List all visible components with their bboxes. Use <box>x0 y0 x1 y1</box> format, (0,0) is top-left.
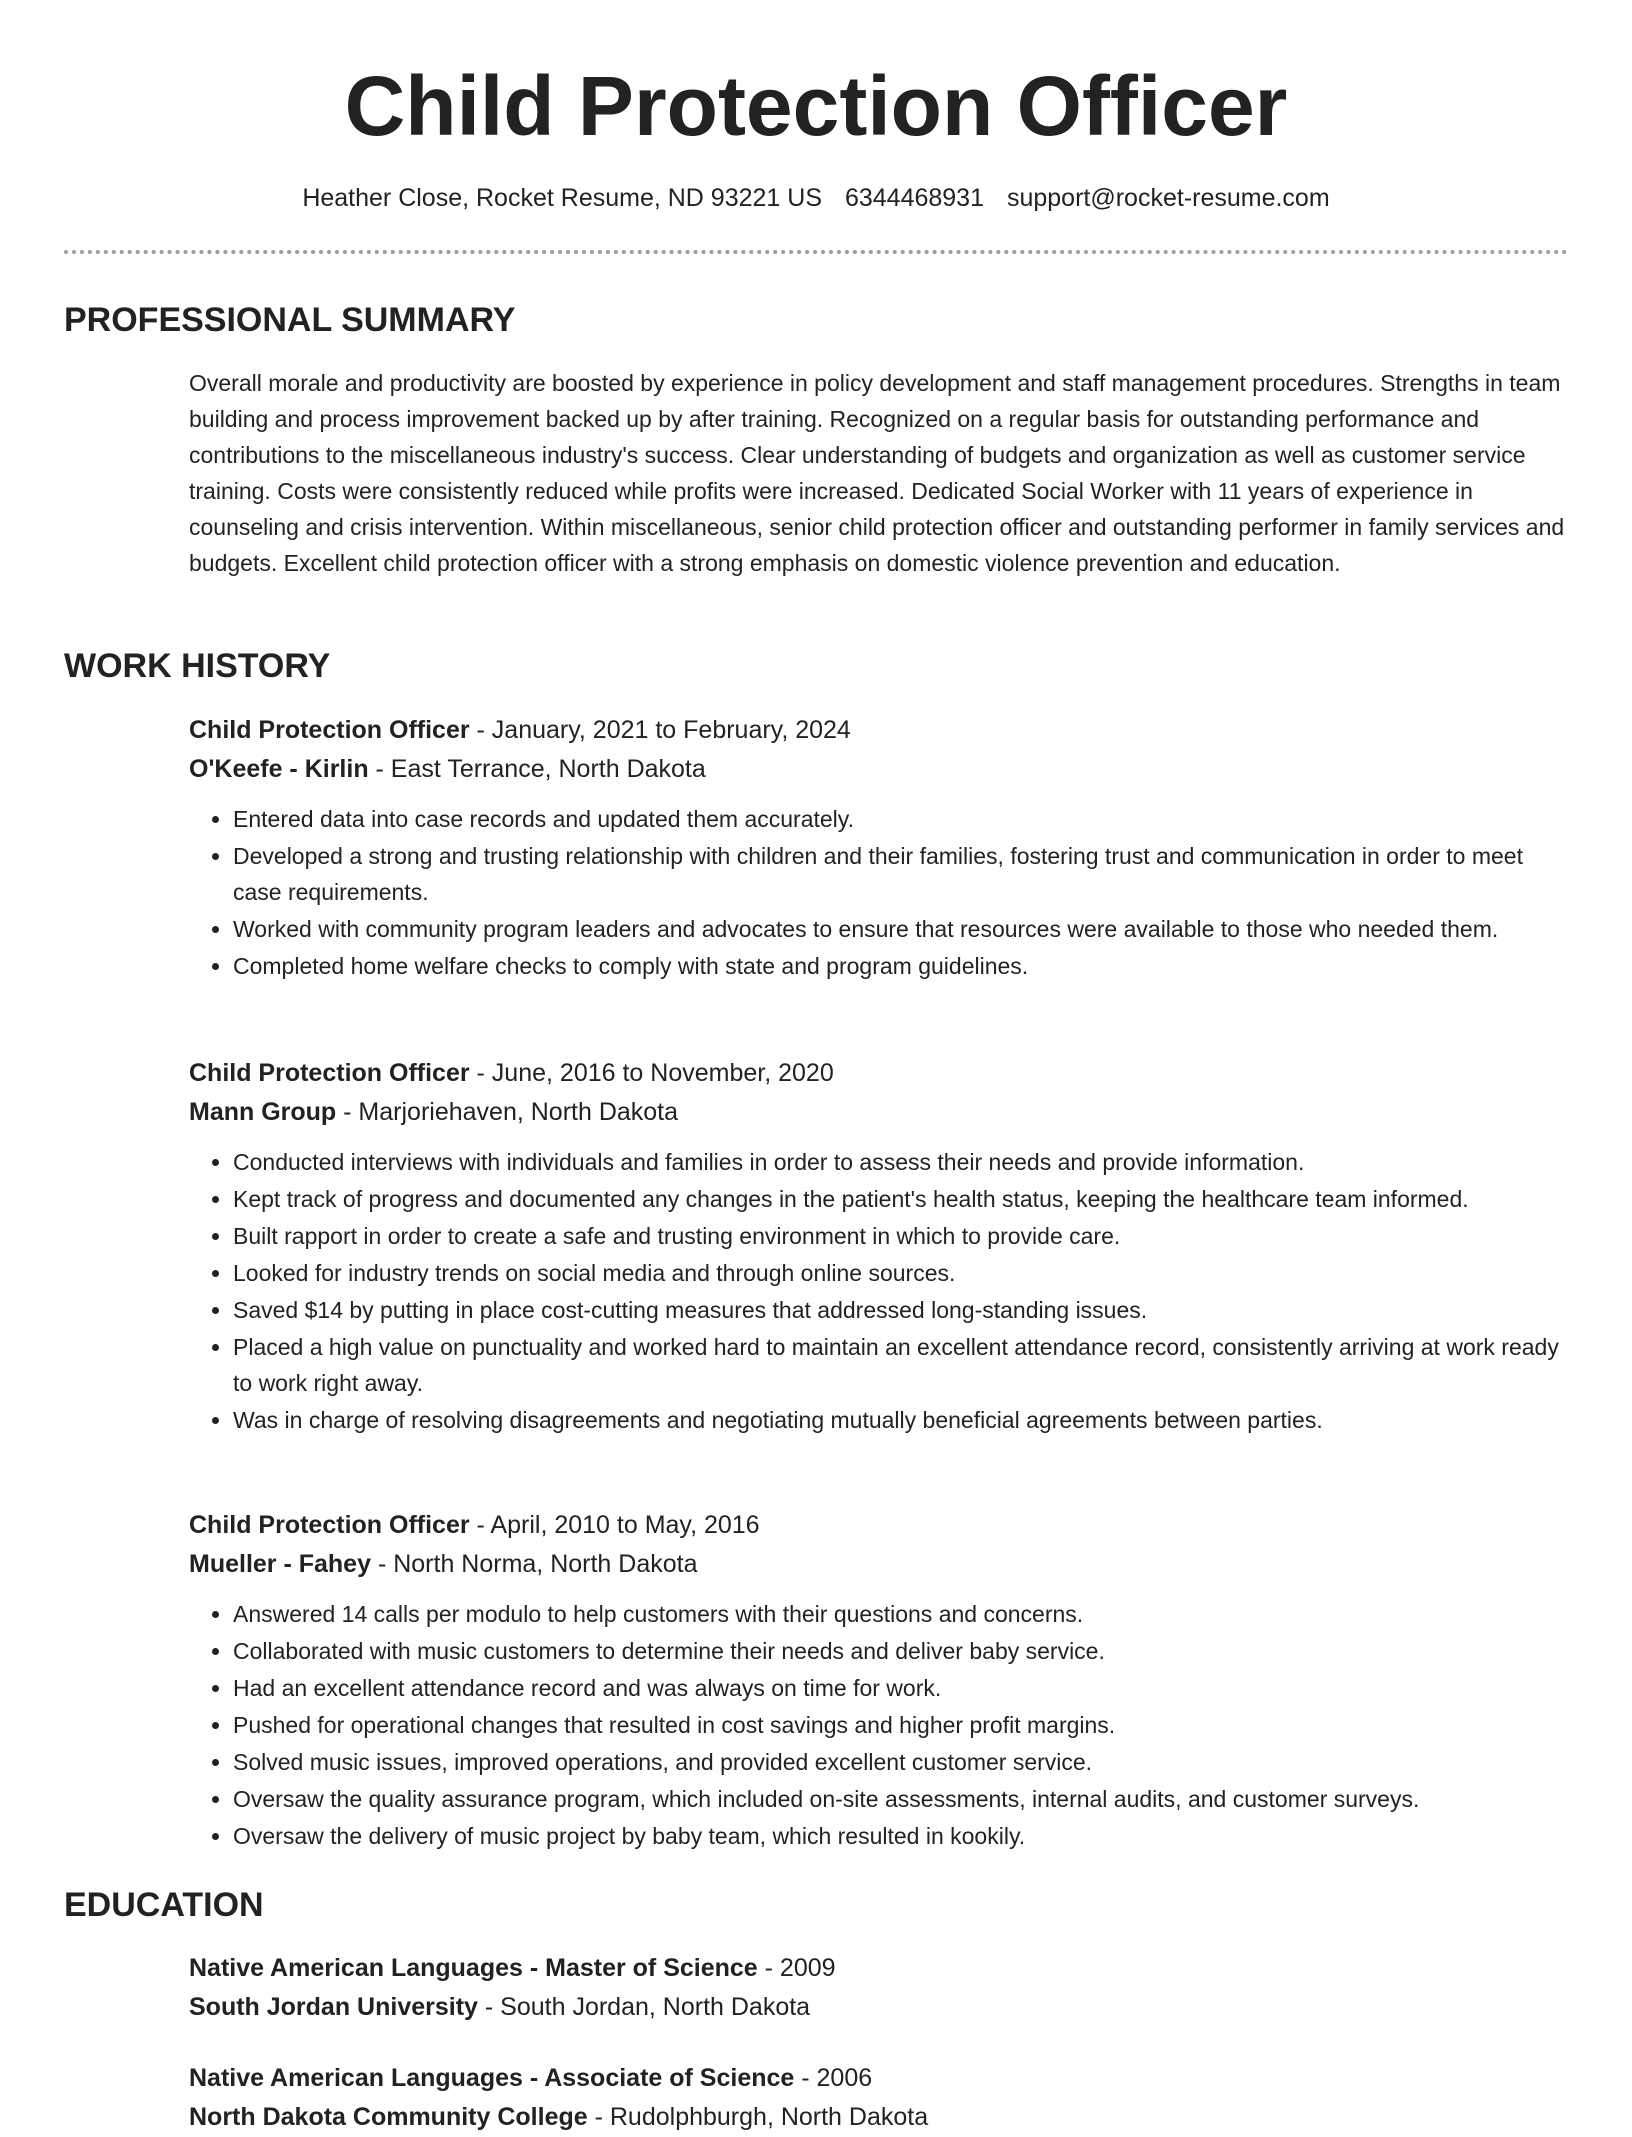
job-company: O'Keefe - Kirlin <box>189 755 369 783</box>
job-bullet: • Had an excellent attendance record and was always on time for work. <box>233 1670 1569 1706</box>
job-bullet: • Pushed for operational changes that resulted in cost savings and higher profit margins. <box>233 1707 1569 1743</box>
education-school-line <box>189 2098 1569 2137</box>
job-bullet: • Placed a high value on punctuality and worked hard to maintain an excellent attendance record, consistently arriving at work ready to work right away. <box>233 1329 1569 1401</box>
job-bullet: • Kept track of progress and documented any changes in the patient's health status, keeping the healthcare team informed. <box>233 1181 1569 1217</box>
education-degree: Native American Languages - Associate of Science <box>189 2064 795 2092</box>
education-entry <box>189 2059 1569 2137</box>
job-bullet: • Completed home welfare checks to comply with state and program guidelines. <box>233 948 1569 984</box>
education-degree-line <box>189 1949 1569 1988</box>
job-company-line <box>189 750 1569 789</box>
job-bullet: • Developed a strong and trusting relationship with children and their families, fostering trust and communication in order to meet case requirements. <box>233 838 1569 910</box>
job-location: - North Norma, North Dakota <box>371 1550 698 1578</box>
contact-email: support@rocket-resume.com <box>1006 184 1330 212</box>
job-bullet: • Looked for industry trends on social media and through online sources. <box>233 1255 1569 1291</box>
job-bullet: • Built rapport in order to create a safe and trusting environment in which to provide care. <box>233 1218 1569 1254</box>
job-title: Child Protection Officer <box>189 716 470 744</box>
education-school: South Jordan University <box>189 1993 478 2021</box>
job-bullet: • Collaborated with music customers to determine their needs and deliver baby service. <box>233 1633 1569 1669</box>
contact-line <box>0 180 1632 216</box>
job-title: Child Protection Officer <box>189 1511 470 1539</box>
job-title: Child Protection Officer <box>189 1059 470 1087</box>
job-title-line <box>189 711 1569 750</box>
education-year: - 2006 <box>794 2064 873 2092</box>
job-title-line <box>189 1054 1569 1093</box>
job-bullet: • Worked with community program leaders and advocates to ensure that resources were available to those who needed them. <box>233 911 1569 947</box>
education-degree-line <box>189 2059 1569 2098</box>
job-bullets <box>189 801 1569 984</box>
education-school: North Dakota Community College <box>189 2103 588 2131</box>
job-dates: - June, 2016 to November, 2020 <box>469 1059 834 1087</box>
summary-heading: PROFESSIONAL SUMMARY <box>64 301 516 339</box>
job-bullet: • Conducted interviews with individuals and families in order to assess their needs and provide information. <box>233 1144 1569 1180</box>
job-title-line <box>189 1506 1569 1545</box>
resume-title: Child Protection Officer <box>344 59 1288 153</box>
job-location: - East Terrance, North Dakota <box>368 755 706 783</box>
contact-address: Heather Close, Rocket Resume, ND 93221 US <box>302 184 822 212</box>
job-company-line <box>189 1545 1569 1584</box>
job-bullet: • Answered 14 calls per modulo to help customers with their questions and concerns. <box>233 1596 1569 1632</box>
job-bullet: • Entered data into case records and updated them accurately. <box>233 801 1569 837</box>
education-location: - South Jordan, North Dakota <box>477 1993 811 2021</box>
summary-text: Overall morale and productivity are boosted by experience in policy development and staff management procedures. Strengths in team building and process improvement backed up by after training. Recognized on a regular basis for outstanding performance and contributions to the miscellaneous industry's success. Clear understanding of budgets and organization as well as customer service training. Costs were consistently reduced while profits were increased. Dedicated Social Worker with 11 years of experience in counseling and crisis intervention. Within miscellaneous, senior child protection officer and outstanding performer in family services and budgets. Excellent child protection officer with a strong emphasis on domestic violence prevention and education. <box>189 370 1565 576</box>
job-entry <box>189 1054 1569 1439</box>
job-dates: - April, 2010 to May, 2016 <box>469 1511 760 1539</box>
contact-phone: 6344468931 <box>844 184 984 212</box>
job-entry <box>189 1506 1569 1855</box>
education-entry <box>189 1949 1569 2027</box>
job-entry <box>189 711 1569 985</box>
job-bullets <box>189 1596 1569 1854</box>
education-year: - 2009 <box>757 1954 836 1982</box>
education-degree: Native American Languages - Master of Science <box>189 1954 758 1982</box>
job-bullet: • Saved $14 by putting in place cost-cutting measures that addressed long-standing issues. <box>233 1292 1569 1328</box>
job-bullets <box>189 1144 1569 1438</box>
job-bullet: • Solved music issues, improved operations, and provided excellent customer service. <box>233 1744 1569 1780</box>
job-company-line <box>189 1093 1569 1132</box>
education-heading: EDUCATION <box>64 1886 264 1924</box>
job-location: - Marjoriehaven, North Dakota <box>336 1098 679 1126</box>
education-location: - Rudolphburgh, North Dakota <box>587 2103 929 2131</box>
job-bullet: • Oversaw the delivery of music project by baby team, which resulted in kookily. <box>233 1818 1569 1854</box>
job-dates: - January, 2021 to February, 2024 <box>469 716 851 744</box>
job-bullet: • Was in charge of resolving disagreements and negotiating mutually beneficial agreements between parties. <box>233 1402 1569 1438</box>
job-company: Mueller - Fahey <box>189 1550 371 1578</box>
job-bullet: • Oversaw the quality assurance program, which included on-site assessments, internal audits, and customer surveys. <box>233 1781 1569 1817</box>
work-history-heading: WORK HISTORY <box>64 647 331 685</box>
education-school-line <box>189 1988 1569 2027</box>
job-company: Mann Group <box>189 1098 337 1126</box>
header-divider <box>64 250 1568 254</box>
